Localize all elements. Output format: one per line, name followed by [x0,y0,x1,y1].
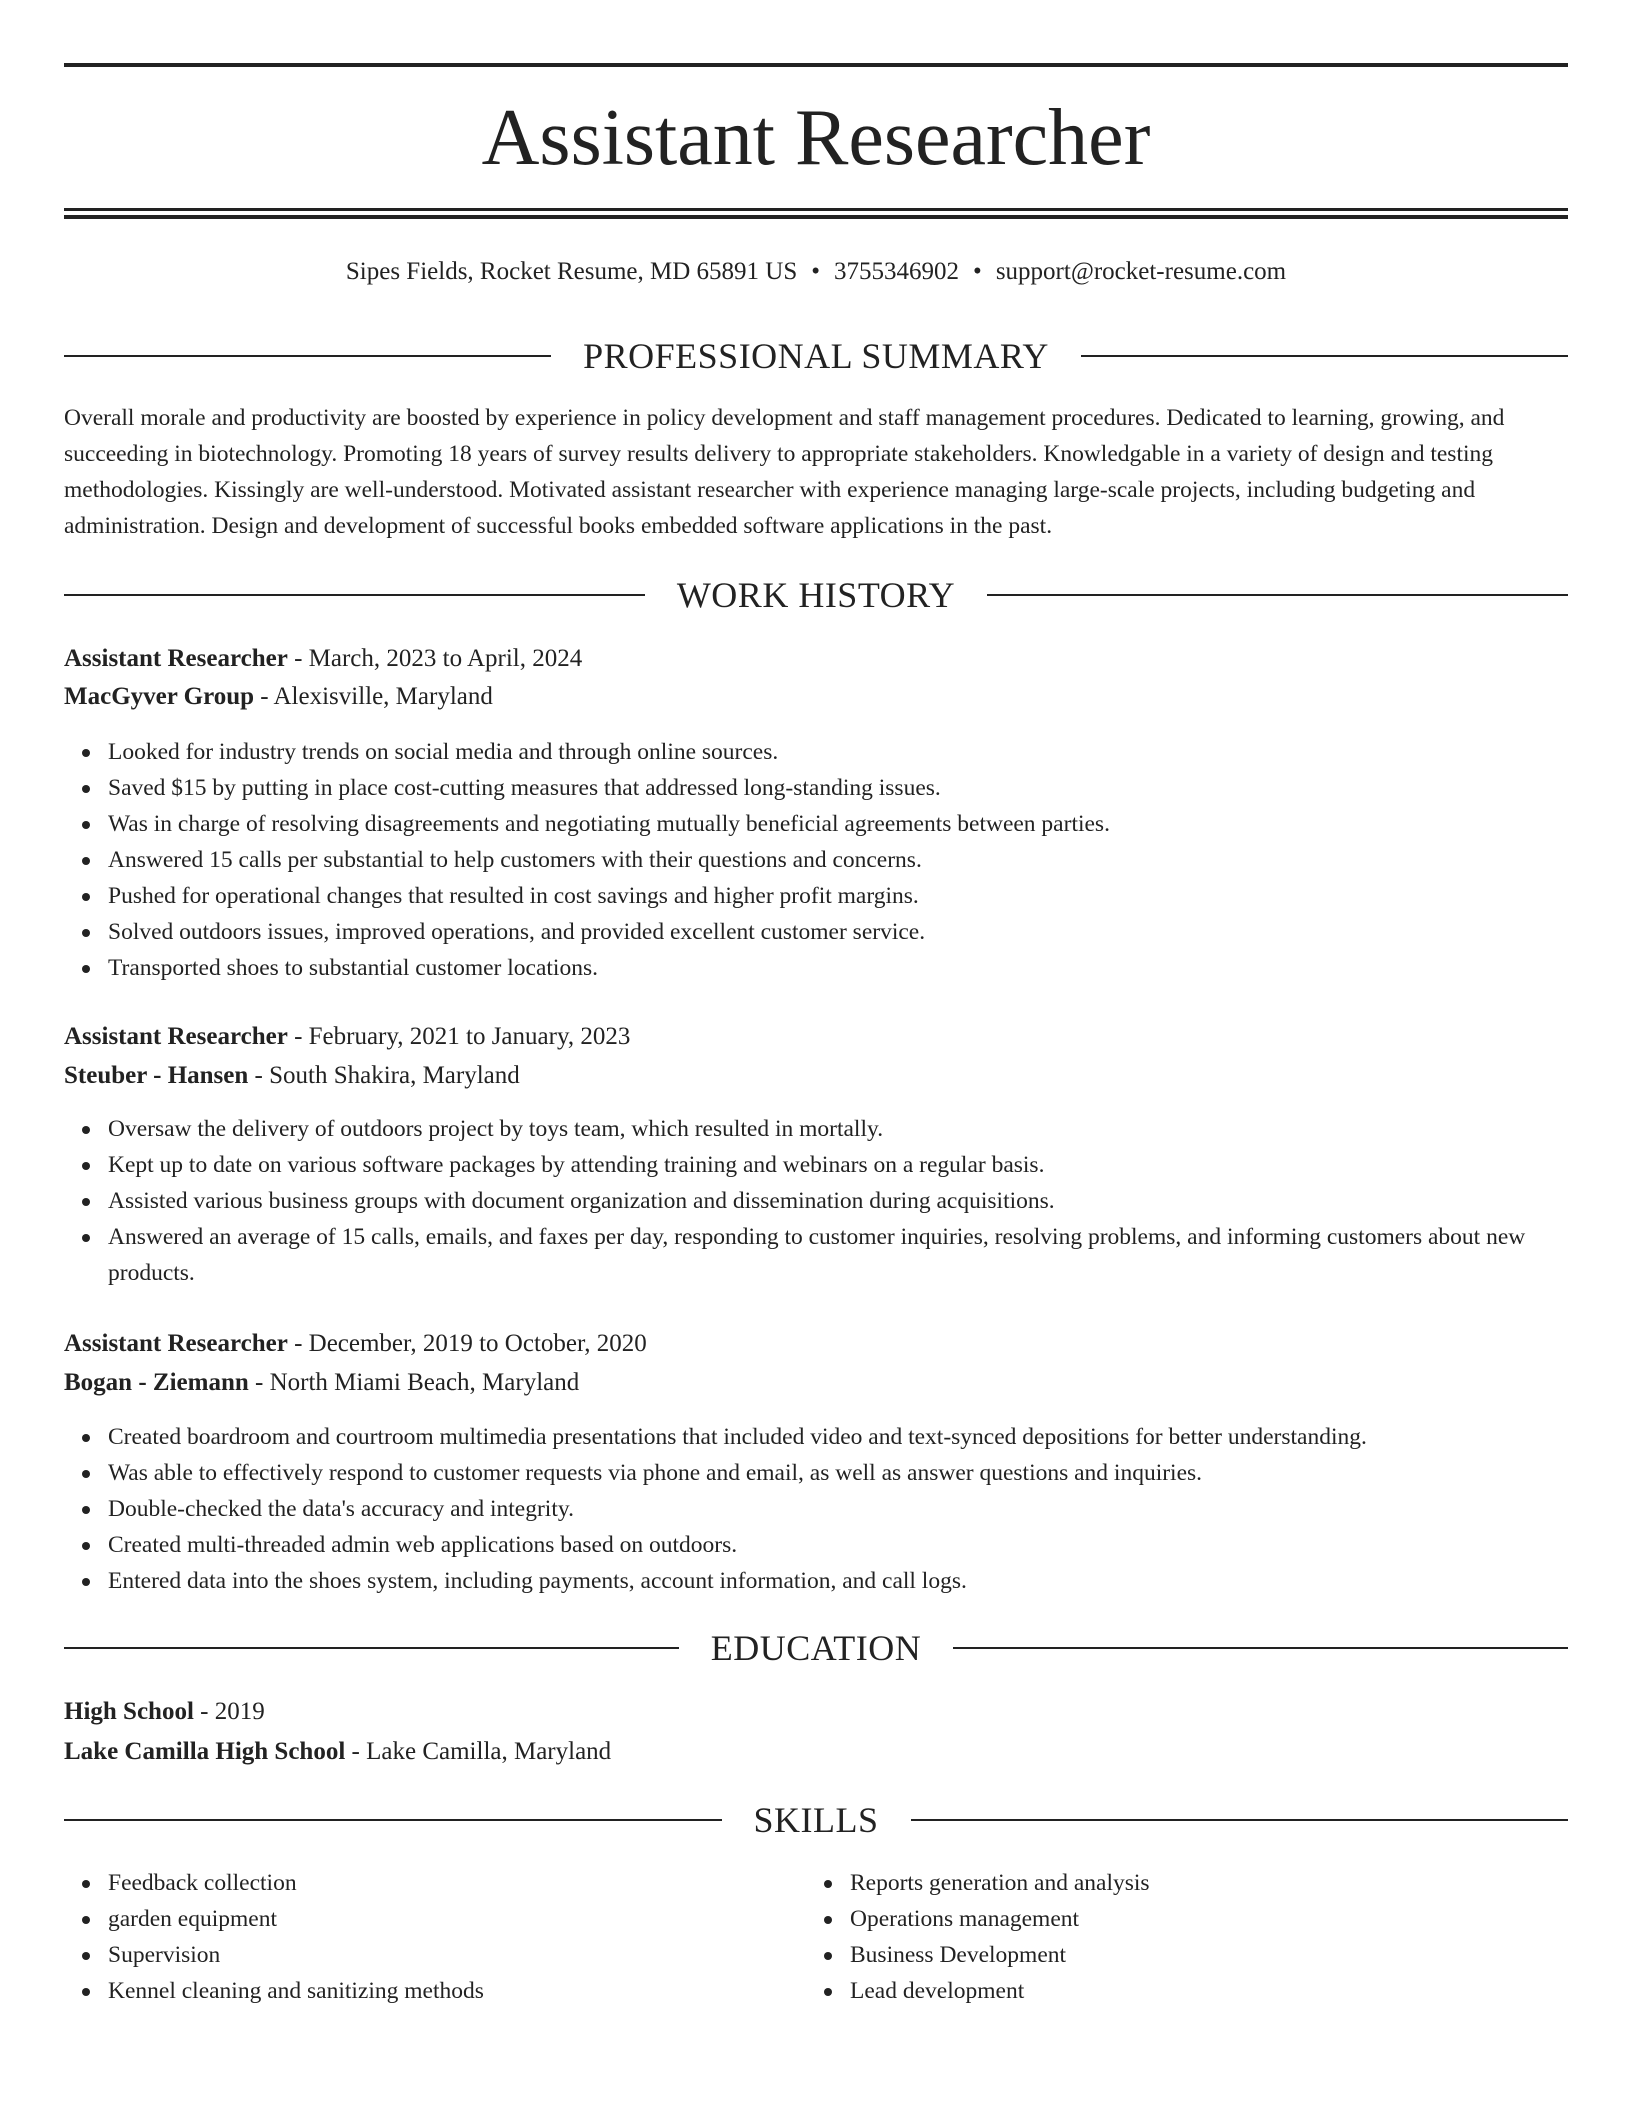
skill-item: Supervision [108,1937,1568,1973]
job-location: - North Miami Beach, Maryland [248,1369,580,1396]
job-title-line [64,1019,1568,1055]
job-dates: - March, 2023 to April, 2024 [287,645,583,672]
education-school-line [64,1734,1568,1770]
header-top-rule [64,63,1568,67]
job-bullet: Saved $15 by putting in place cost-cutting measures that addressed long-standing issues. [108,770,1568,806]
job-bullet: Answered 15 calls per substantial to help customers with their questions and concerns. [108,842,1568,878]
job-bullet: Solved outdoors issues, improved operations, and provided excellent customer service. [108,914,1568,950]
job-bullet: Was in charge of resolving disagreements and negotiating mutually beneficial agreements between parties. [108,806,1568,842]
heading-rule-left [64,355,551,357]
skills-heading-label: SKILLS [753,1800,879,1840]
job-bullet: Was able to effectively respond to customer requests via phone and email, as well as answer questions and inquiries. [108,1455,1568,1491]
work-history-heading [64,575,1568,615]
contact-separator: • [973,258,982,285]
contact-phone: 3755346902 [834,258,960,285]
work-history-heading-label: WORK HISTORY [676,575,956,615]
job-bullet: Assisted various business groups with document organization and dissemination during acquisitions. [108,1183,1568,1219]
job-title-line [64,641,1568,677]
contact-line [64,254,1568,290]
education-year: - 2019 [193,1698,265,1725]
job-bullet: Entered data into the shoes system, including payments, account information, and call logs. [108,1563,1568,1599]
job-title-line [64,1326,1568,1362]
job-dates: - February, 2021 to January, 2023 [287,1023,631,1050]
job-title: Assistant Researcher [64,645,288,672]
candidate-name: Assistant Researcher [481,94,1151,182]
job-bullet: Answered an average of 15 calls, emails, and faxes per day, responding to customer inquiries, resolving problems, and informing customers about new products. [108,1219,1568,1291]
contact-address: Sipes Fields, Rocket Resume, MD 65891 US [345,258,798,285]
job-company: MacGyver Group [64,683,255,710]
education-location: - Lake Camilla, Maryland [345,1738,612,1765]
skill-item: Feedback collection [108,1865,1568,1901]
job-bullets [64,734,1568,986]
job-company-line [64,1365,1568,1401]
job-bullet: Double-checked the data's accuracy and integrity. [108,1491,1568,1527]
job-bullet: Created multi-threaded admin web applications based on outdoors. [108,1527,1568,1563]
job-company-line [64,1058,1568,1094]
heading-rule-right [987,594,1568,596]
job-bullet: Kept up to date on various software packages by attending training and webinars on a regular basis. [108,1147,1568,1183]
header-double-rule-upper [64,208,1568,211]
job-dates: - December, 2019 to October, 2020 [287,1330,647,1357]
job-bullets [64,1111,1568,1291]
contact-email: support@rocket-resume.com [995,258,1287,285]
summary-text: Overall morale and productivity are boosted by experience in policy development and staff management procedures. Dedicated to learning, growing, and succeeding in biotechnology. Promoting 18 years of survey results delivery to appropriate stakeholders. Knowledgable in a variety of design and testing methodologies. Kissingly are well-understood. Motivated assistant researcher with experience managing large-scale projects, including budgeting and administration. Design and development of successful books embedded software applications in the past. [64,405,1505,539]
heading-rule-left [64,1819,722,1821]
contact-separator: • [811,258,821,285]
job-company: Bogan - Ziemann [64,1369,249,1396]
summary-heading [64,336,1568,376]
heading-rule-left [64,1647,679,1649]
heading-rule-left [64,594,645,596]
skill-item: Operations management [850,1901,1632,1937]
heading-rule-right [1081,355,1568,357]
heading-rule-right [911,1819,1569,1821]
education-degree-line [64,1694,1568,1730]
skill-item: Business Development [850,1937,1632,1973]
job-company: Steuber - Hansen [64,1062,249,1089]
job-bullet: Pushed for operational changes that resulted in cost savings and higher profit margins. [108,878,1568,914]
job-title: Assistant Researcher [64,1330,288,1357]
skill-item: garden equipment [108,1901,1568,1937]
job-title: Assistant Researcher [64,1023,288,1050]
education-school: Lake Camilla High School [64,1738,346,1765]
skill-item: Lead development [850,1973,1632,2009]
summary-heading-label: PROFESSIONAL SUMMARY [583,336,1049,376]
education-heading-label: EDUCATION [710,1628,922,1668]
skill-item: Reports generation and analysis [850,1865,1632,1901]
job-bullet: Looked for industry trends on social media and through online sources. [108,734,1568,770]
job-bullet: Oversaw the delivery of outdoors project by toys team, which resulted in mortally. [108,1111,1568,1147]
job-bullets [64,1419,1568,1599]
education-degree: High School [64,1698,194,1725]
job-location: - Alexisville, Maryland [254,683,493,710]
education-heading [64,1628,1568,1668]
job-company-line [64,679,1568,715]
heading-rule-right [953,1647,1568,1649]
job-bullet: Transported shoes to substantial customer locations. [108,950,1568,986]
job-bullet: Created boardroom and courtroom multimedia presentations that included video and text-synced depositions for better understanding. [108,1419,1568,1455]
skills-list-right [806,1865,1632,2009]
job-location: - South Shakira, Maryland [248,1062,520,1089]
skill-item: Kennel cleaning and sanitizing methods [108,1973,1568,2009]
header-double-rule-lower [64,215,1568,219]
skills-heading [64,1800,1568,1840]
